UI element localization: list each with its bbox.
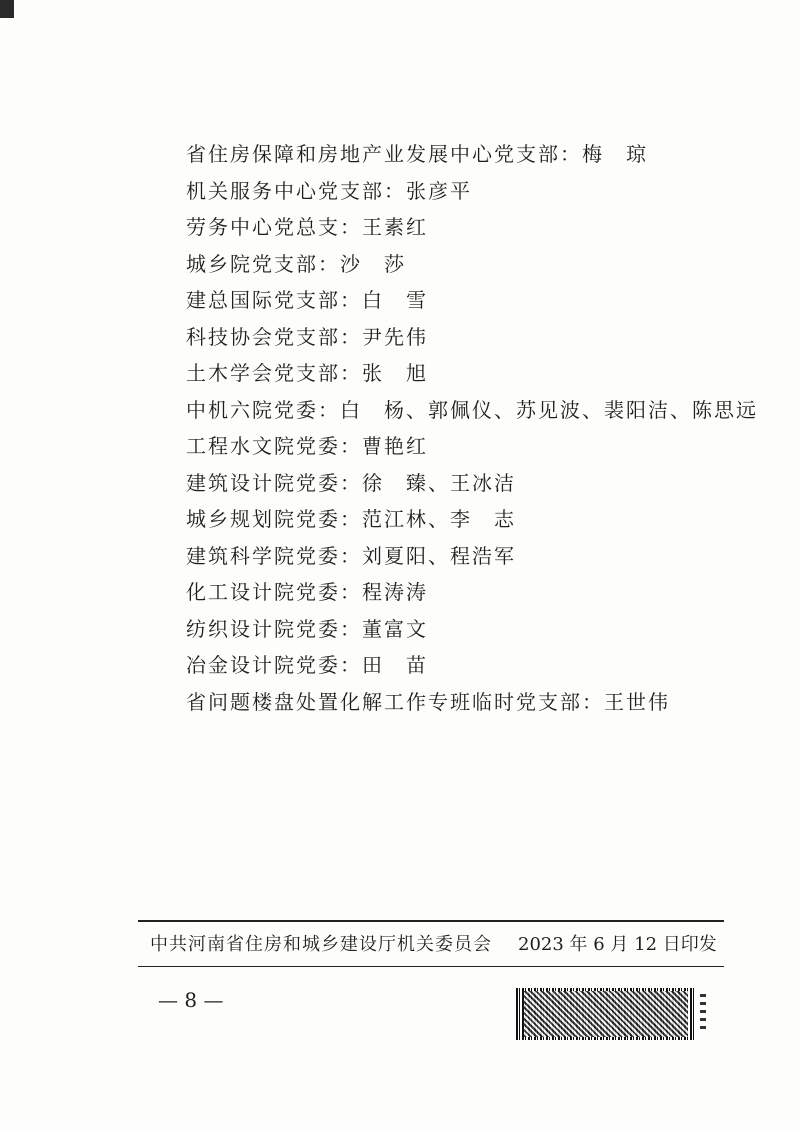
assignment-line: 省问题楼盘处置化解工作专班临时党支部：王世伟 (186, 689, 670, 714)
footer-issue-date: 2023 年 6 月 12 日印发 (518, 934, 717, 955)
assignment-line: 城乡院党支部：沙 莎 (186, 251, 406, 276)
assignment-line: 劳务中心党总支：王素红 (186, 215, 428, 239)
assignment-line: 建筑设计院党委：徐 臻、王冰洁 (186, 470, 516, 495)
assignment-line: 建筑科学院党委：刘夏阳、程浩军 (186, 543, 516, 568)
assignment-line: 机关服务中心党支部：张彦平 (186, 178, 472, 203)
barcode-data-area (524, 991, 688, 1037)
page-number: — 8 — (158, 988, 224, 1012)
footer-top-rule (138, 920, 724, 922)
barcode-image (516, 988, 696, 1040)
assignment-line: 化工设计院党委：程涛涛 (186, 580, 428, 604)
assignment-line: 省住房保障和房地产业发展中心党支部：梅 琼 (186, 142, 648, 166)
assignment-line: 工程水文院党委：曹艳红 (186, 434, 428, 458)
barcode-edge-mark (700, 994, 706, 1034)
assignment-line: 土木学会党支部：张 旭 (186, 361, 428, 385)
assignment-line: 科技协会党支部：尹先伟 (186, 324, 428, 349)
assignment-line: 冶金设计院党委：田 苗 (186, 653, 428, 677)
assignment-line: 城乡规划院党委：范江林、李 志 (186, 507, 516, 531)
assignment-list (186, 140, 758, 724)
assignment-line: 纺织设计院党委：董富文 (186, 616, 428, 641)
footer-issuer: 中共河南省住房和城乡建设厅机关委员会 (150, 934, 492, 955)
assignment-line: 建总国际党支部：白 雪 (186, 288, 428, 312)
assignment-line: 中机六院党委：白 杨、郭佩仪、苏见波、裴阳洁、陈思远 (186, 397, 758, 422)
footer-bottom-rule (138, 966, 724, 967)
scan-corner-mark (0, 0, 14, 18)
